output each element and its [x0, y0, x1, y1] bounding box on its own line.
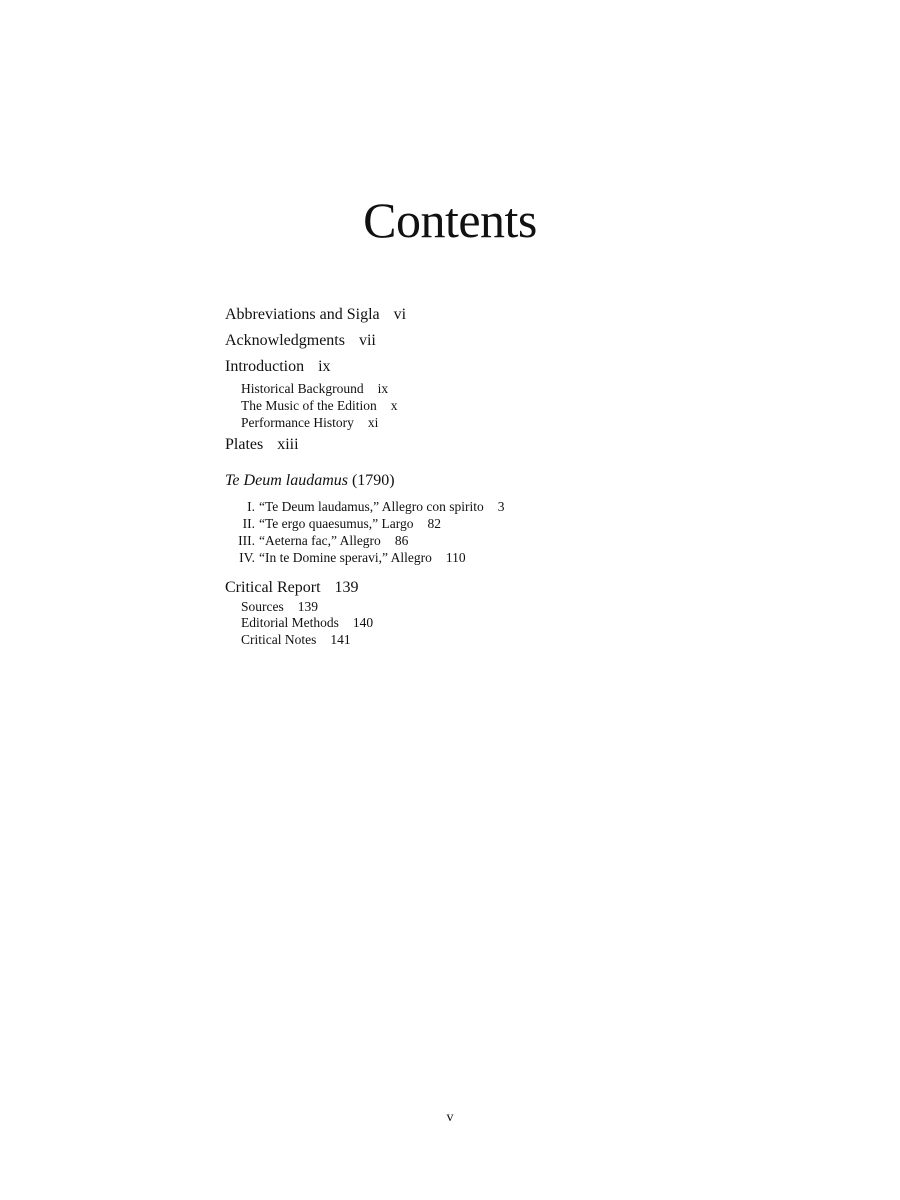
movement-entry-4[interactable] [225, 550, 705, 567]
toc-subentry-label: Historical Background [241, 381, 364, 396]
toc-subentry-label: The Music of the Edition [241, 397, 377, 413]
toc-subentry-page: 139 [297, 598, 318, 614]
toc-entry-page: vi [393, 306, 407, 323]
toc-subentry-label: Performance History [241, 414, 354, 430]
table-of-contents [225, 302, 705, 649]
movement-list [225, 499, 705, 566]
toc-subentry-page: 140 [352, 615, 374, 631]
toc-entry-critical-report[interactable] [225, 577, 705, 599]
toc-entry-introduction[interactable] [225, 354, 705, 380]
toc-subentry-label: Critical Notes [241, 632, 317, 648]
toc-subentry-page: ix [377, 381, 389, 396]
toc-subentry-page: 141 [330, 632, 351, 648]
movement-label: “Te Deum laudamus,” Allegro con spirito [259, 499, 484, 515]
movement-page: 86 [394, 532, 409, 548]
toc-subentry-performance-history[interactable] [225, 415, 705, 432]
toc-subentry-sources[interactable] [225, 599, 705, 616]
toc-subentry-page: xi [367, 414, 379, 430]
work-year: (1790) [351, 472, 395, 490]
toc-entry-abbreviations[interactable] [225, 302, 705, 328]
movement-label: “Aeterna fac,” Allegro [259, 532, 381, 548]
page-number: v [446, 1110, 454, 1125]
toc-entry-label: Critical Report [225, 578, 321, 596]
toc-entry-label: Introduction [225, 358, 305, 375]
movement-number: I. [247, 499, 255, 515]
movement-page: 3 [497, 499, 505, 515]
movement-number: III. [238, 532, 255, 548]
toc-subentry-label: Sources [241, 598, 284, 614]
movement-page: 82 [427, 516, 442, 532]
toc-entry-plates[interactable] [225, 432, 705, 458]
toc-entry-label: Plates [225, 436, 264, 454]
toc-subentry-historical-background[interactable] [225, 381, 705, 398]
page-title: Contents [363, 192, 537, 248]
toc-entry-label: Abbreviations and Sigla [225, 306, 380, 323]
movement-number: II. [242, 516, 255, 532]
toc-entry-page: vii [358, 332, 376, 349]
movement-label: “In te Domine speravi,” Allegro [259, 549, 432, 565]
toc-subentry-editorial-methods[interactable] [225, 615, 705, 632]
movement-number: IV. [239, 549, 255, 565]
movement-page: 110 [445, 549, 466, 565]
critical-report-subentries [225, 599, 705, 649]
toc-entry-page: xiii [277, 436, 299, 454]
movement-entry-2[interactable] [225, 516, 705, 533]
movement-entry-1[interactable] [225, 499, 705, 516]
movement-entry-3[interactable] [225, 533, 705, 550]
toc-entry-label: Acknowledgments [225, 332, 345, 349]
toc-subentry-critical-notes[interactable] [225, 632, 705, 649]
toc-entry-work-title[interactable] [225, 468, 705, 494]
toc-entry-page: 139 [334, 578, 359, 596]
toc-subentry-music-of-edition[interactable] [225, 398, 705, 415]
toc-subentry-page: x [390, 397, 398, 413]
toc-entry-acknowledgments[interactable] [225, 328, 705, 354]
toc-entry-page: ix [318, 358, 331, 375]
work-title: Te Deum laudamus [225, 472, 348, 490]
toc-subentry-label: Editorial Methods [241, 615, 339, 631]
movement-label: “Te ergo quaesumus,” Largo [259, 516, 414, 532]
introduction-subentries [225, 381, 705, 431]
